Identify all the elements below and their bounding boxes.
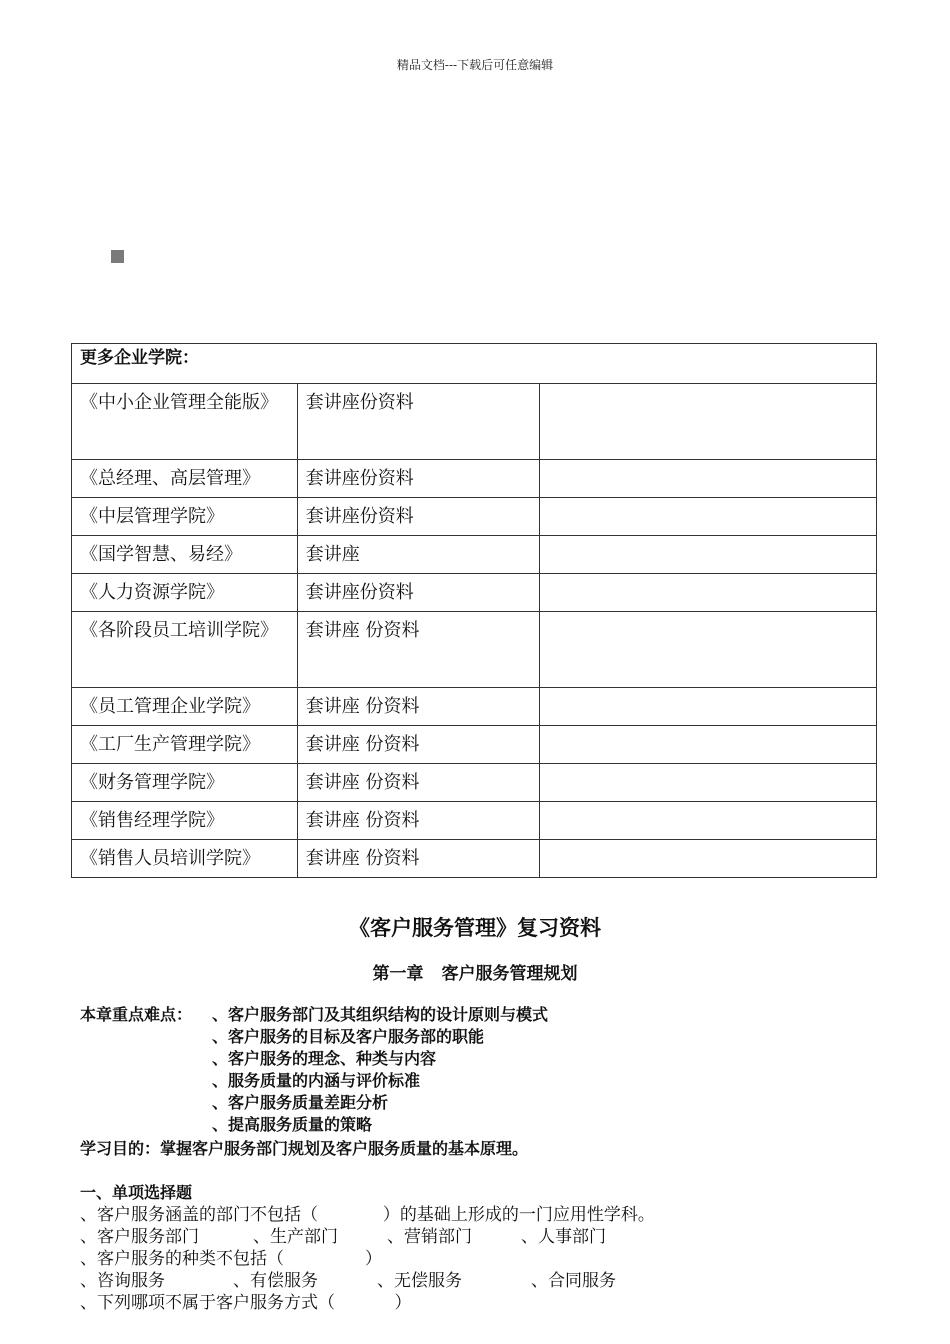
keypoint-item: 、客户服务的理念、种类与内容 [212,1049,437,1068]
academy-name-cell: 《各阶段员工培训学院》 [72,612,298,688]
academy-desc-cell: 套讲座 份资料 [297,612,540,688]
academy-table-row [72,612,877,688]
academy-desc-cell: 套讲座 份资料 [297,764,540,802]
academy-desc-cell: 套讲座 份资料 [297,802,540,840]
academy-name-cell: 《中小企业管理全能版》 [72,384,298,460]
academy-extra-cell [540,384,877,460]
question-2-option-b: 、有偿服务 [233,1271,318,1291]
keypoint-item: 、客户服务的目标及客户服务部的职能 [212,1027,485,1046]
academy-extra-cell [540,498,877,536]
question-2-option-d: 、合同服务 [531,1271,616,1291]
academy-table-row [72,726,877,764]
academy-extra-cell [540,574,877,612]
header-note: 精品文档---下载后可任意编辑 [396,58,554,72]
academy-table [71,343,877,878]
chapter-name: 客户服务管理规划 [441,964,578,984]
academy-desc-cell: 套讲座 份资料 [297,840,540,878]
academy-desc-cell: 套讲座份资料 [297,498,540,536]
academy-extra-cell [540,726,877,764]
chapter-title [0,959,950,984]
academy-extra-cell [540,688,877,726]
keypoint-item: 、服务质量的内涵与评价标准 [212,1071,421,1090]
academy-table-row [72,384,877,460]
academy-extra-cell [540,764,877,802]
academy-table-row [72,764,877,802]
learning-goal: 学习目的：掌握客户服务部门规划及客户服务质量的基本原理。 [80,1139,529,1158]
academy-desc-cell: 套讲座份资料 [297,574,540,612]
academy-desc-cell: 套讲座 [297,536,540,574]
question-1: 、客户服务涵盖的部门不包括（ ）的基础上形成的一门应用性学科。 [80,1205,655,1225]
keypoints-label: 本章重点难点： [80,1005,193,1024]
academy-table-row [72,536,877,574]
academy-name-cell: 《总经理、高层管理》 [72,460,298,498]
chapter-number: 第一章 [372,964,424,984]
academy-name-cell: 《销售经理学院》 [72,802,298,840]
question-1-option-d: 、人事部门 [521,1227,606,1247]
academy-table-row [72,802,877,840]
section-heading: 一、单项选择题 [80,1183,193,1202]
academy-name-cell: 《人力资源学院》 [72,574,298,612]
question-2-option-a: 、咨询服务 [80,1271,165,1291]
question-1-option-a: 、客户服务部门 [80,1227,199,1247]
academy-table-row [72,498,877,536]
academy-name-cell: 《销售人员培训学院》 [72,840,298,878]
academy-table-row [72,840,877,878]
square-bullet-icon [111,250,124,263]
question-2-option-c: 、无偿服务 [377,1271,462,1291]
academy-extra-cell [540,840,877,878]
academy-name-cell: 《财务管理学院》 [72,764,298,802]
academy-desc-cell: 套讲座 份资料 [297,688,540,726]
keypoints-list [212,1004,548,1136]
academy-table-heading: 更多企业学院： [72,344,877,384]
academy-desc-cell: 套讲座 份资料 [297,726,540,764]
question-3: 、下列哪项不属于客户服务方式（ ） [80,1293,412,1313]
academy-desc-cell: 套讲座份资料 [297,384,540,460]
academy-name-cell: 《中层管理学院》 [72,498,298,536]
academy-extra-cell [540,536,877,574]
academy-name-cell: 《工厂生产管理学院》 [72,726,298,764]
academy-table-row [72,574,877,612]
question-2: 、客户服务的种类不包括（ ） [80,1249,383,1269]
academy-extra-cell [540,460,877,498]
academy-name-cell: 《国学智慧、易经》 [72,536,298,574]
academy-desc-cell: 套讲座份资料 [297,460,540,498]
keypoint-item: 、提高服务质量的策略 [212,1115,373,1134]
academy-name-cell: 《员工管理企业学院》 [72,688,298,726]
keypoint-item: 、客户服务质量差距分析 [212,1093,389,1112]
keypoint-item: 、客户服务部门及其组织结构的设计原则与模式 [212,1005,549,1024]
academy-extra-cell [540,612,877,688]
academy-extra-cell [540,802,877,840]
question-1-option-c: 、营销部门 [387,1227,472,1247]
document-title: 《客户服务管理》复习资料 [349,916,601,940]
academy-table-row [72,688,877,726]
question-1-option-b: 、生产部门 [253,1227,338,1247]
academy-table-row [72,460,877,498]
